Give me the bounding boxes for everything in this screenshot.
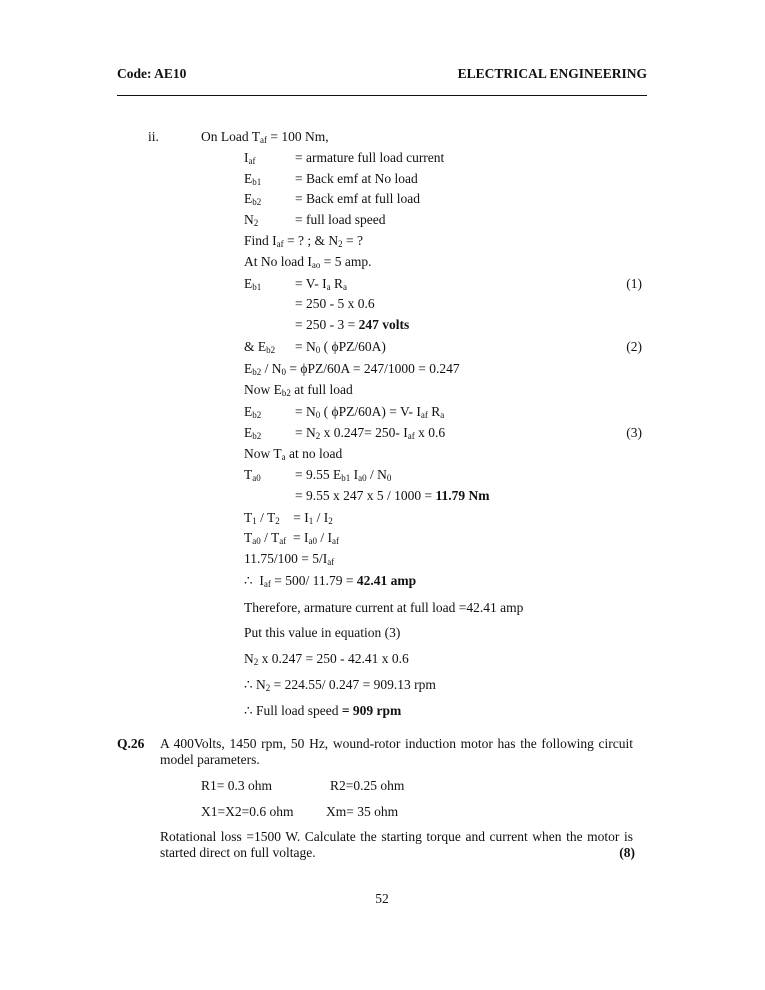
therefore-line: Therefore, armature current at full load =42.41 amp — [244, 600, 524, 615]
question-marks: (8) — [619, 845, 635, 860]
header-subject: ELECTRICAL ENGINEERING — [457, 66, 647, 81]
eq-sym: & $E_{b2}$ — [244, 339, 276, 355]
def-text: = armature full load current — [295, 150, 445, 165]
put-line: Put this value in equation (3) — [244, 625, 401, 640]
param-xm: Xm= 35 ohm — [326, 804, 399, 819]
eq-sym: $E_{b2}$ — [244, 425, 262, 441]
eq-rhs: = V- $I_a$ $R_a$ — [295, 276, 348, 292]
eq-rhs: = $N_0$ ( ϕPZ/60A) = V- $I_{af}$ $R_a$ — [295, 404, 445, 420]
header-code: Code: AE10 — [117, 66, 187, 81]
def-sym: $N_2$ — [244, 212, 259, 228]
question-text-2: Rotational loss =1500 W. Calculate the starting torque and current when the motor is started direct on full voltage. — [160, 829, 633, 860]
now-ta-line: Now $T_a$ at no load — [244, 446, 343, 462]
num-ratio-line: $11.75/100 = 5/I_{af}$ — [244, 551, 335, 567]
eq-rhs: = $N_0$ ( ϕPZ/60A) — [295, 339, 386, 355]
speed-result: ∴ Full load speed = 909 rpm — [244, 703, 402, 718]
eq-rhs: = 250 - 5 x 0.6 — [295, 296, 375, 311]
param-r2: R2=0.25 ohm — [330, 778, 405, 793]
n2-equation: $N_2$ x 0.247 = 250 - 42.41 x 0.6 — [244, 651, 409, 667]
equation-number: (3) — [626, 425, 642, 440]
eq-sym: $E_{b1}$ — [244, 276, 262, 292]
part-heading: On Load $T_{af} = 100$ Nm, — [201, 129, 329, 145]
def-text: = Back emf at No load — [295, 171, 418, 186]
n2-result: ∴ $N_2 = 224.55/$ 0.247 = 909.13 rpm — [244, 677, 436, 693]
equation-number: (2) — [626, 339, 642, 354]
now-eb2-line: Now $E_{b2}$ at full load — [244, 382, 353, 398]
def-sym: $E_{b1}$ — [244, 171, 262, 187]
def-text: = full load speed — [295, 212, 386, 227]
part-label: ii. — [148, 129, 159, 144]
eq-rhs: = 9.55 x 247 x 5 / 1000 = 11.79 Nm — [295, 488, 490, 503]
eq-sym: $E_{b2}$ — [244, 404, 262, 420]
question-text: A 400Volts, 1450 rpm, 50 Hz, wound-rotor induction motor has the following circuit model parameters. — [160, 736, 633, 767]
equation-number: (1) — [626, 276, 642, 291]
question-label: Q.26 — [117, 736, 145, 751]
find-line: Find $I_{af}$ = ? ; & $N_2$ = ? — [244, 233, 363, 249]
ta-ratio-line: $T_{a0} / T_{af} = I_{a0} / I_{af}$ — [244, 530, 339, 546]
eq-rhs: = 250 - 3 = 247 volts — [295, 317, 410, 332]
eq-rhs: = $N_2$ x 0.247= 250- $I_{af}$ x 0.6 — [295, 425, 446, 441]
header-rule — [117, 95, 647, 96]
page-number: 52 — [375, 891, 389, 906]
ratio-line: $E_{b2} / N_0 = \phi PZ/60A = 247/1000 = 0.247$ — [244, 361, 460, 377]
eq-rhs: = 9.55 $E_{b1}$ $I_{a0} / N_0$ — [295, 467, 392, 483]
no-load-line: At No load $I_{ao} = 5$ amp. — [244, 254, 372, 270]
param-x1x2: X1=X2=0.6 ohm — [201, 804, 294, 819]
iaf-result: ∴ $I_{af} = 500/$ 11.79 = 42.41 amp — [244, 573, 417, 589]
def-sym: $E_{b2}$ — [244, 191, 262, 207]
def-text: = Back emf at full load — [295, 191, 420, 206]
eq-sym: $T_{a0}$ — [244, 467, 261, 483]
def-sym: $I_{af}$ — [244, 150, 256, 166]
t-ratio-line: $T_1 / T_2$ = $I_1 / I_2$ — [244, 510, 333, 526]
param-r1: R1= 0.3 ohm — [201, 778, 272, 793]
